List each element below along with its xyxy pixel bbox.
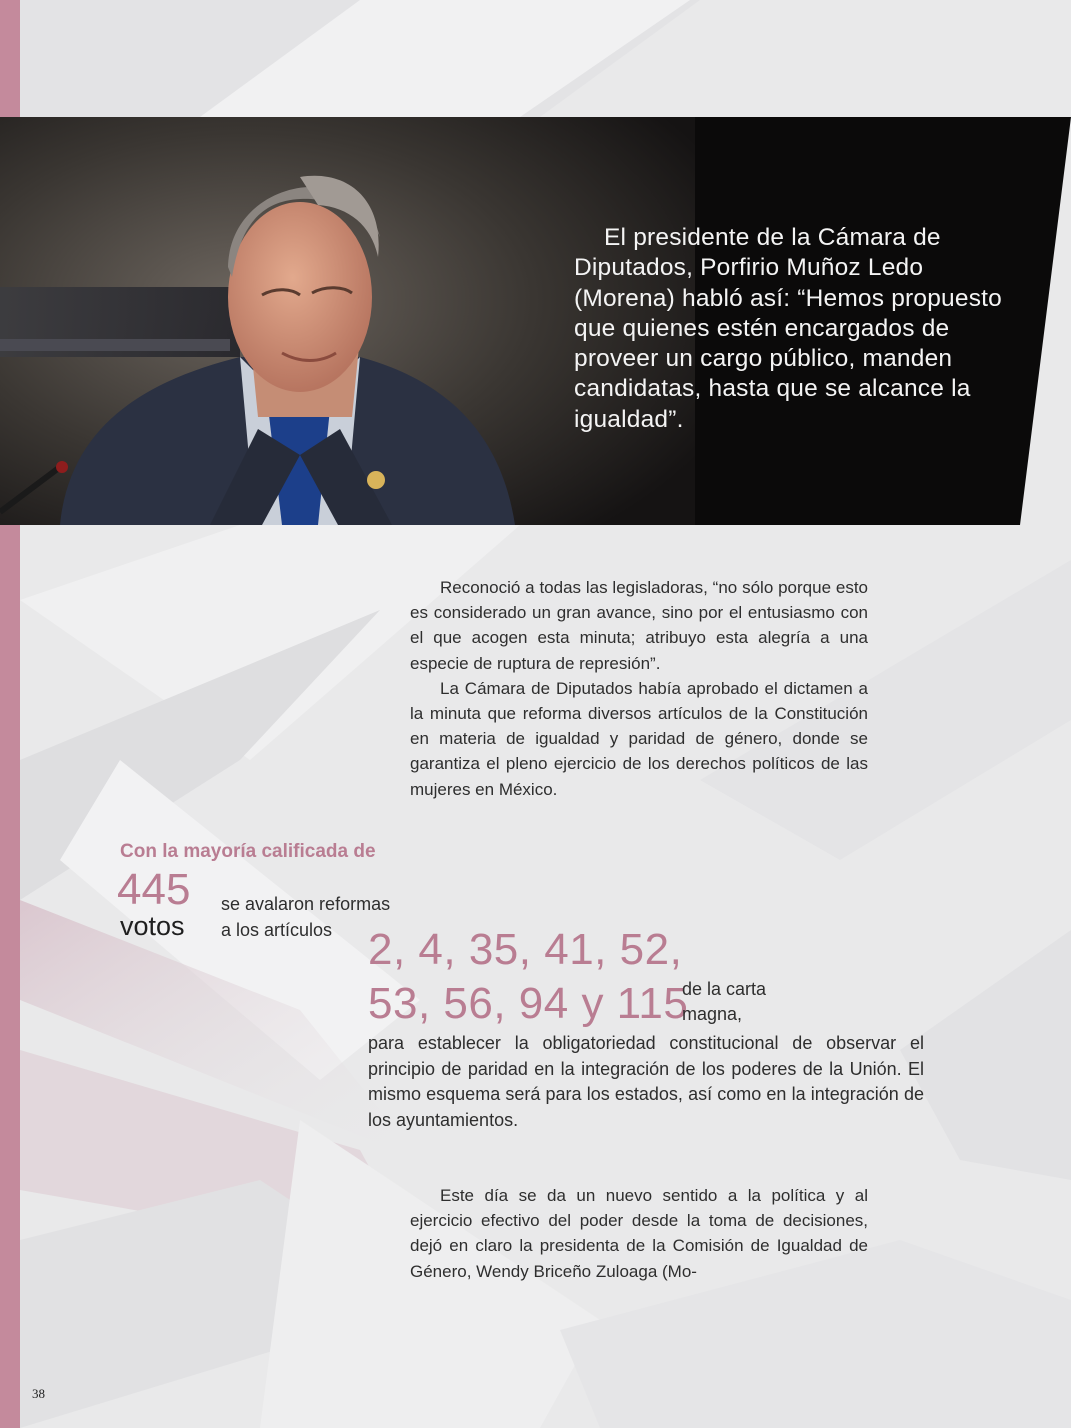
paragraph: Reconoció a todas las legisladoras, “no sólo porque esto es considerado un gran avance, sino por el entusiasmo con el que acogen esta minuta; atribuyo esta alegría a una especie de ruptura de represión”. bbox=[410, 578, 868, 673]
page-number: 38 bbox=[32, 1386, 45, 1401]
vote-unit: votos bbox=[120, 911, 185, 941]
highlight-rest: para establecer la obligatoriedad constitucional de observar el principio de paridad en la integración de los poderes de la Unión. El mismo esquema será para los estados, así como en la integración de los ayuntamientos. bbox=[368, 1033, 924, 1130]
highlight-line-1: se avalaron reformas bbox=[221, 894, 391, 914]
articles-list-2: 53, 56, 94 y 115 bbox=[368, 979, 689, 1028]
hero-banner bbox=[0, 117, 1071, 525]
highlight-line-2: a los artículos bbox=[221, 920, 333, 940]
hero-quote: El presidente de la Cámara de Diputados, Porfirio Muñoz Ledo (Morena) habló así: “Hemos propuesto que quienes estén encargados de proveer un cargo público, manden candidatas, hasta que se alcance la igualdad”. bbox=[574, 224, 1002, 433]
side-stripe-bottom bbox=[0, 525, 20, 1428]
highlight-tail-2: magna, bbox=[682, 1004, 743, 1024]
paragraph: Este día se da un nuevo sentido a la política y al ejercicio efectivo del poder desde la toma de decisiones, dejó en claro la presidenta de la Comisión de Igualdad de Género, Wendy Briceño Zuloaga (Mo- bbox=[410, 1186, 868, 1281]
articles-list-1: 2, 4, 35, 41, 52, bbox=[368, 925, 683, 974]
vote-count: 445 bbox=[117, 865, 191, 914]
body-column-a bbox=[410, 575, 868, 802]
side-stripe-top bbox=[0, 0, 20, 117]
highlight-lead: Con la mayoría calificada de bbox=[120, 841, 376, 862]
paragraph: La Cámara de Diputados había aprobado el dictamen a la minuta que reforma diversos artículos de la Constitución en materia de igualdad y paridad de género, donde se garantiza el pleno ejercicio de los derechos políticos de las mujeres en México. bbox=[410, 678, 868, 799]
body-column-c bbox=[410, 1183, 868, 1284]
highlight-tail-1: de la carta bbox=[682, 979, 767, 999]
